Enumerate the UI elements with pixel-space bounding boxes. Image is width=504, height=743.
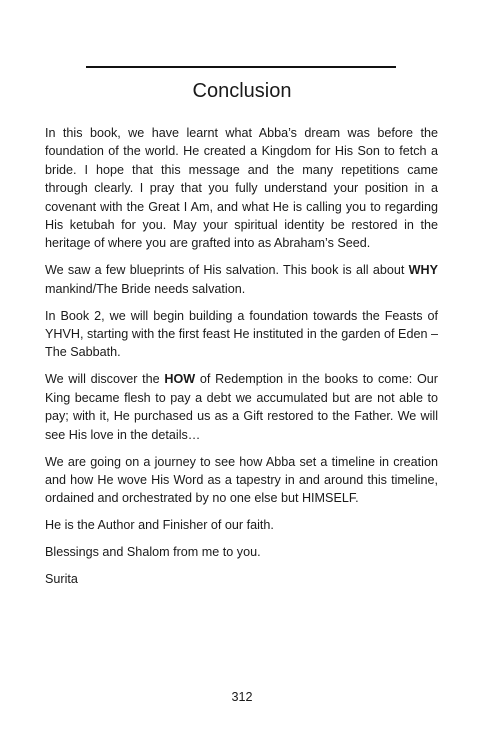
signature-name: Surita bbox=[45, 572, 78, 587]
paragraph-journey: We are going on a journey to see how Abba set a timeline in creation and how He wove His Word as a tapestry in and around this timeline, ordained and orchestrated by no one else but HIMSELF. bbox=[45, 454, 438, 506]
paragraph-author: He is the Author and Finisher of our faith. bbox=[45, 518, 274, 533]
paragraph-why-emphasis: WHY bbox=[408, 263, 438, 278]
chapter-body bbox=[45, 124, 438, 597]
paragraph-how bbox=[45, 370, 438, 444]
paragraph-book-2: In Book 2, we will begin building a foundation towards the Feasts of YHVH, starting with the first feast He instituted in the garden of Eden – The Sabbath. bbox=[45, 308, 438, 360]
paragraph-why bbox=[45, 261, 438, 298]
paragraph-intro: In this book, we have learnt what Abba’s dream was before the foundation of the world. He created a Kingdom for His Son to fetch a bride. I hope that this message and the many repetitions came through clearly. I pray that you fully understand your position in a covenant with the Great I Am, and what He is calling you to regarding His ketubah for you. May your spiritual identity be restored in the heritage of where you are grafted into as Abraham’s Seed. bbox=[45, 126, 438, 251]
paragraph-blessings: Blessings and Shalom from me to you. bbox=[45, 545, 261, 560]
chapter-title: Conclusion bbox=[192, 80, 292, 102]
title-rule bbox=[86, 66, 396, 68]
page-number: 312 bbox=[231, 690, 253, 704]
paragraph-how-before: We will discover the bbox=[45, 372, 165, 387]
paragraph-why-after: mankind/The Bride needs salvation. bbox=[45, 281, 246, 296]
paragraph-how-emphasis: HOW bbox=[164, 372, 196, 387]
paragraph-why-before: We saw a few blueprints of His salvation. This book is all about bbox=[45, 263, 409, 278]
paragraph-how-after: of Redemption in the books to come: Our King became flesh to pay a debt we accumulated but are not able to pay; with it, He purchased us as a Gift restored to the Father. We will see His love in the details… bbox=[45, 372, 438, 442]
